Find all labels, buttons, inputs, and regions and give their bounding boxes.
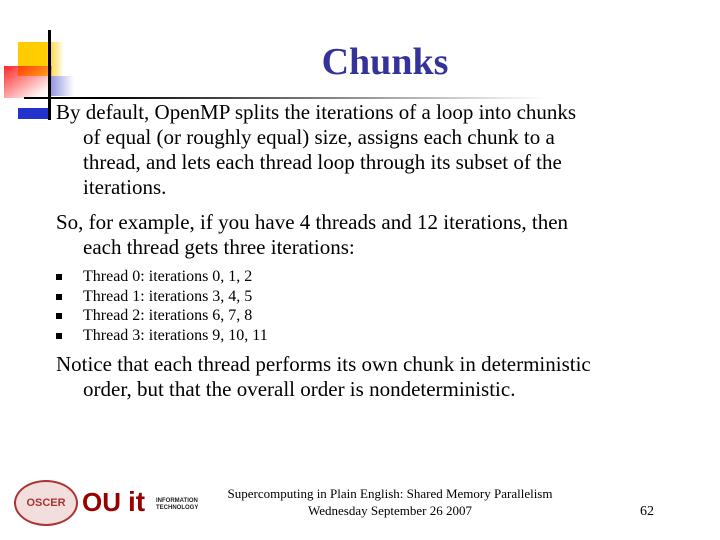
footer-title: Supercomputing in Plain English: Shared Memory Parallelism [227, 486, 553, 501]
slide-title: Chunks [321, 41, 449, 83]
bullet-square-icon [56, 294, 62, 300]
list-item [56, 306, 268, 326]
bullet-text: Thread 0: iterations 0, 1, 2 [83, 268, 253, 285]
decor-horizontal-line [24, 97, 544, 99]
paragraph-line: Notice that each thread performs its own chunk in deterministic [56, 352, 591, 376]
footer-date: Wednesday September 26 2007 [308, 503, 472, 518]
paragraph-2 [56, 210, 686, 260]
bullet-square-icon [56, 313, 62, 319]
list-item [56, 326, 268, 346]
paragraph-1 [56, 100, 686, 200]
bullet-text: Thread 3: iterations 9, 10, 11 [83, 327, 268, 345]
bullet-list [56, 267, 268, 346]
bullet-text: Thread 2: iterations 6, 7, 8 [83, 307, 253, 325]
it-logo: it [128, 486, 146, 517]
paragraph-line: each thread gets three iterations: [83, 235, 355, 259]
paragraph-line: thread, and lets each thread loop through its subset of the [83, 150, 562, 174]
oscer-logo: OSCER [14, 480, 78, 526]
bullet-text: Thread 1: iterations 3, 4, 5 [83, 287, 253, 305]
list-item [56, 267, 268, 287]
list-item [56, 287, 268, 307]
paragraph-line: of equal (or roughly equal) size, assigns each chunk to a [83, 125, 555, 149]
ou-logo: OU [82, 487, 121, 517]
page-number: 62 [640, 504, 654, 519]
paragraph-3 [56, 352, 686, 402]
footer-text [200, 485, 580, 519]
paragraph-line: order, but that the overall order is nondeterministic. [83, 377, 516, 401]
footer-logos [14, 480, 204, 526]
paragraph-line: So, for example, if you have 4 threads and 12 iterations, then [56, 210, 569, 234]
paragraph-line: By default, OpenMP splits the iterations of a loop into chunks [56, 100, 577, 124]
bullet-square-icon [56, 333, 62, 339]
paragraph-line: iterations. [83, 175, 167, 199]
decor-blue-bar [18, 108, 48, 119]
bullet-square-icon [56, 274, 62, 280]
it-logo-text: INFORMATION TECHNOLOGY [156, 498, 199, 511]
